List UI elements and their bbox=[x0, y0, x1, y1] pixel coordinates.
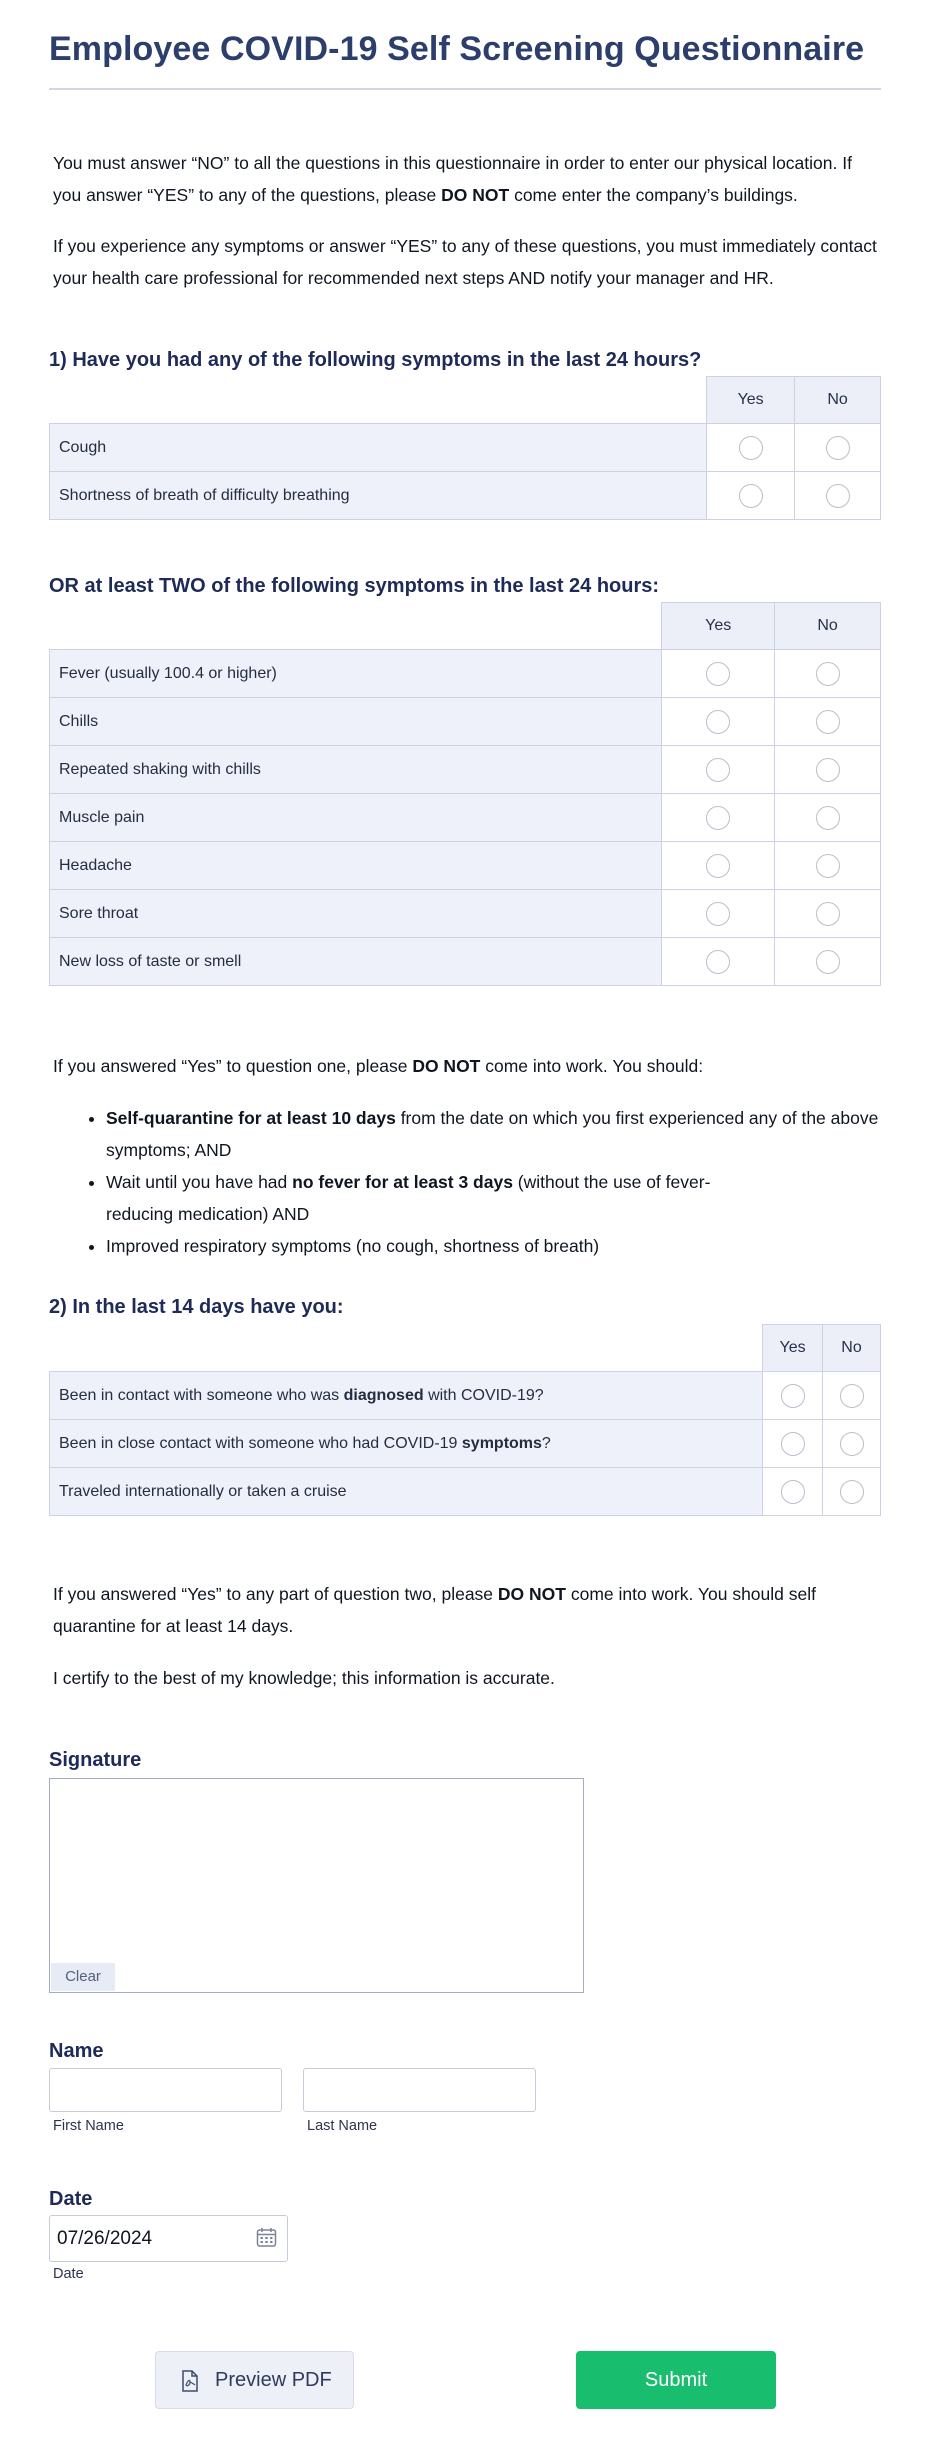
column-no: No bbox=[823, 1325, 881, 1372]
column-yes: Yes bbox=[662, 603, 775, 650]
bullet-emphasis: no fever for at least 3 days bbox=[292, 1172, 513, 1192]
row-label-shaking: Repeated shaking with chills bbox=[50, 746, 662, 794]
signature-label: Signature bbox=[49, 1749, 142, 1771]
matrix-row bbox=[50, 938, 881, 986]
instructions-2-paragraph bbox=[53, 1578, 853, 1642]
row-text: Been in close contact with someone who had COVID-19 bbox=[59, 1434, 462, 1452]
date-sublabel: Date bbox=[53, 2266, 84, 2282]
last-name-input[interactable] bbox=[303, 2068, 536, 2112]
calendar-icon[interactable] bbox=[256, 2227, 277, 2248]
matrix-header-row bbox=[50, 603, 881, 650]
radio-chills-yes[interactable] bbox=[706, 710, 730, 734]
matrix-row bbox=[50, 698, 881, 746]
pdf-icon bbox=[180, 2370, 200, 2392]
last-name-sublabel: Last Name bbox=[307, 2118, 378, 2134]
intro-paragraph-1 bbox=[53, 147, 883, 211]
form-title: Employee COVID-19 Self Screening Questionnaire bbox=[49, 30, 865, 68]
submit-button[interactable]: Submit bbox=[576, 2351, 776, 2409]
title-divider bbox=[49, 88, 881, 90]
radio-throat-yes[interactable] bbox=[706, 902, 730, 926]
column-no: No bbox=[775, 603, 881, 650]
radio-travel-no[interactable] bbox=[840, 1480, 864, 1504]
radio-travel-yes[interactable] bbox=[781, 1480, 805, 1504]
matrix-row bbox=[50, 842, 881, 890]
column-no: No bbox=[795, 377, 881, 424]
row-label-muscle-pain: Muscle pain bbox=[50, 794, 662, 842]
bullet-text: (without the use of fever- bbox=[512, 1172, 711, 1192]
radio-cough-no[interactable] bbox=[826, 436, 850, 460]
signature-pad[interactable] bbox=[49, 1778, 584, 1993]
intro-text: You must answer “NO” to all the questions in this questionnaire in order to enter our physical location. If you answer “YES” to any of the questions, please bbox=[53, 153, 852, 205]
radio-symptoms-no[interactable] bbox=[840, 1432, 864, 1456]
matrix-row bbox=[50, 890, 881, 938]
radio-fever-no[interactable] bbox=[816, 662, 840, 686]
question-2-matrix bbox=[49, 1324, 881, 1516]
instructions-text: If you answered “Yes” to question one, please bbox=[53, 1056, 413, 1076]
instructions-1-list bbox=[106, 1102, 886, 1262]
row-text: Been in contact with someone who was bbox=[59, 1386, 344, 1404]
list-item bbox=[106, 1102, 886, 1166]
matrix-header-row bbox=[50, 377, 881, 424]
instructions-text-end: come into work. You should: bbox=[480, 1056, 704, 1076]
matrix-header-row bbox=[50, 1325, 881, 1372]
matrix-row bbox=[50, 794, 881, 842]
row-label-shortness-of-breath: Shortness of breath of difficulty breathing bbox=[50, 472, 707, 520]
intro-text-end: come enter the company’s buildings. bbox=[509, 185, 798, 205]
date-value: 07/26/2024 bbox=[57, 2228, 153, 2249]
matrix-row bbox=[50, 746, 881, 794]
list-item bbox=[106, 1230, 886, 1262]
list-item bbox=[106, 1166, 886, 1230]
radio-diagnosed-no[interactable] bbox=[840, 1384, 864, 1408]
radio-shaking-yes[interactable] bbox=[706, 758, 730, 782]
row-label-contact-symptoms bbox=[50, 1420, 763, 1468]
radio-shaking-no[interactable] bbox=[816, 758, 840, 782]
matrix-row bbox=[50, 424, 881, 472]
preview-pdf-label: Preview PDF bbox=[215, 2369, 332, 2391]
date-label: Date bbox=[49, 2188, 93, 2210]
instructions-emphasis: DO NOT bbox=[412, 1056, 481, 1076]
radio-cough-yes[interactable] bbox=[739, 436, 763, 460]
radio-muscle-yes[interactable] bbox=[706, 806, 730, 830]
row-label-contact-diagnosed bbox=[50, 1372, 763, 1420]
first-name-input[interactable] bbox=[49, 2068, 282, 2112]
row-label-taste-smell: New loss of taste or smell bbox=[50, 938, 662, 986]
bullet-text: Wait until you have had bbox=[106, 1172, 293, 1192]
first-name-sublabel: First Name bbox=[53, 2118, 124, 2134]
bullet-text: from the date on which you first experienced any of the above symptoms; AND bbox=[106, 1108, 879, 1160]
question-1b-label: OR at least TWO of the following symptoms in the last 24 hours: bbox=[49, 575, 660, 597]
name-label: Name bbox=[49, 2040, 104, 2062]
row-label-cough: Cough bbox=[50, 424, 707, 472]
bullet-emphasis: Self-quarantine for at least 10 days bbox=[106, 1108, 396, 1128]
question-2-label: 2) In the last 14 days have you: bbox=[49, 1296, 344, 1318]
row-label-fever: Fever (usually 100.4 or higher) bbox=[50, 650, 662, 698]
clear-signature-button[interactable]: Clear bbox=[51, 1963, 115, 1991]
question-1-label: 1) Have you had any of the following symptoms in the last 24 hours? bbox=[49, 349, 702, 371]
certify-paragraph: I certify to the best of my knowledge; this information is accurate. bbox=[53, 1668, 555, 1688]
row-label-sore-throat: Sore throat bbox=[50, 890, 662, 938]
date-input[interactable] bbox=[49, 2215, 288, 2262]
radio-breath-no[interactable] bbox=[826, 484, 850, 508]
matrix-row bbox=[50, 1372, 881, 1420]
row-label-chills: Chills bbox=[50, 698, 662, 746]
bullet-text: Improved respiratory symptoms (no cough, shortness of breath) bbox=[106, 1236, 600, 1256]
instructions-1-intro bbox=[53, 1050, 883, 1082]
bullet-text: reducing medication) AND bbox=[106, 1204, 310, 1224]
matrix-row bbox=[50, 1420, 881, 1468]
radio-headache-no[interactable] bbox=[816, 854, 840, 878]
radio-breath-yes[interactable] bbox=[739, 484, 763, 508]
intro-paragraph-2: If you experience any symptoms or answer “YES” to any of these questions, you must immediately contact your health care professional for recommended next steps AND notify your manager and HR. bbox=[53, 236, 877, 288]
radio-muscle-no[interactable] bbox=[816, 806, 840, 830]
radio-throat-no[interactable] bbox=[816, 902, 840, 926]
row-text: with COVID-19? bbox=[423, 1386, 544, 1404]
instructions-text-end: come into work. You should self quarantine for at least 14 days. bbox=[53, 1584, 816, 1636]
matrix-row bbox=[50, 1468, 881, 1516]
radio-fever-yes[interactable] bbox=[706, 662, 730, 686]
row-label-travel: Traveled internationally or taken a cruise bbox=[50, 1468, 763, 1516]
radio-taste-no[interactable] bbox=[816, 950, 840, 974]
question-1b-matrix bbox=[49, 602, 881, 986]
row-text: ? bbox=[541, 1434, 551, 1452]
column-yes: Yes bbox=[763, 1325, 823, 1372]
preview-pdf-button[interactable] bbox=[155, 2351, 354, 2409]
column-yes: Yes bbox=[707, 377, 795, 424]
question-1-matrix bbox=[49, 376, 881, 520]
instructions-text: If you answered “Yes” to any part of question two, please bbox=[53, 1584, 498, 1604]
row-emphasis: symptoms bbox=[461, 1434, 542, 1452]
intro-emphasis: DO NOT bbox=[441, 185, 510, 205]
radio-taste-yes[interactable] bbox=[706, 950, 730, 974]
matrix-row bbox=[50, 650, 881, 698]
radio-symptoms-yes[interactable] bbox=[781, 1432, 805, 1456]
row-emphasis: diagnosed bbox=[343, 1386, 424, 1404]
radio-chills-no[interactable] bbox=[816, 710, 840, 734]
radio-diagnosed-yes[interactable] bbox=[781, 1384, 805, 1408]
instructions-emphasis: DO NOT bbox=[497, 1584, 566, 1604]
row-label-headache: Headache bbox=[50, 842, 662, 890]
matrix-row bbox=[50, 472, 881, 520]
radio-headache-yes[interactable] bbox=[706, 854, 730, 878]
